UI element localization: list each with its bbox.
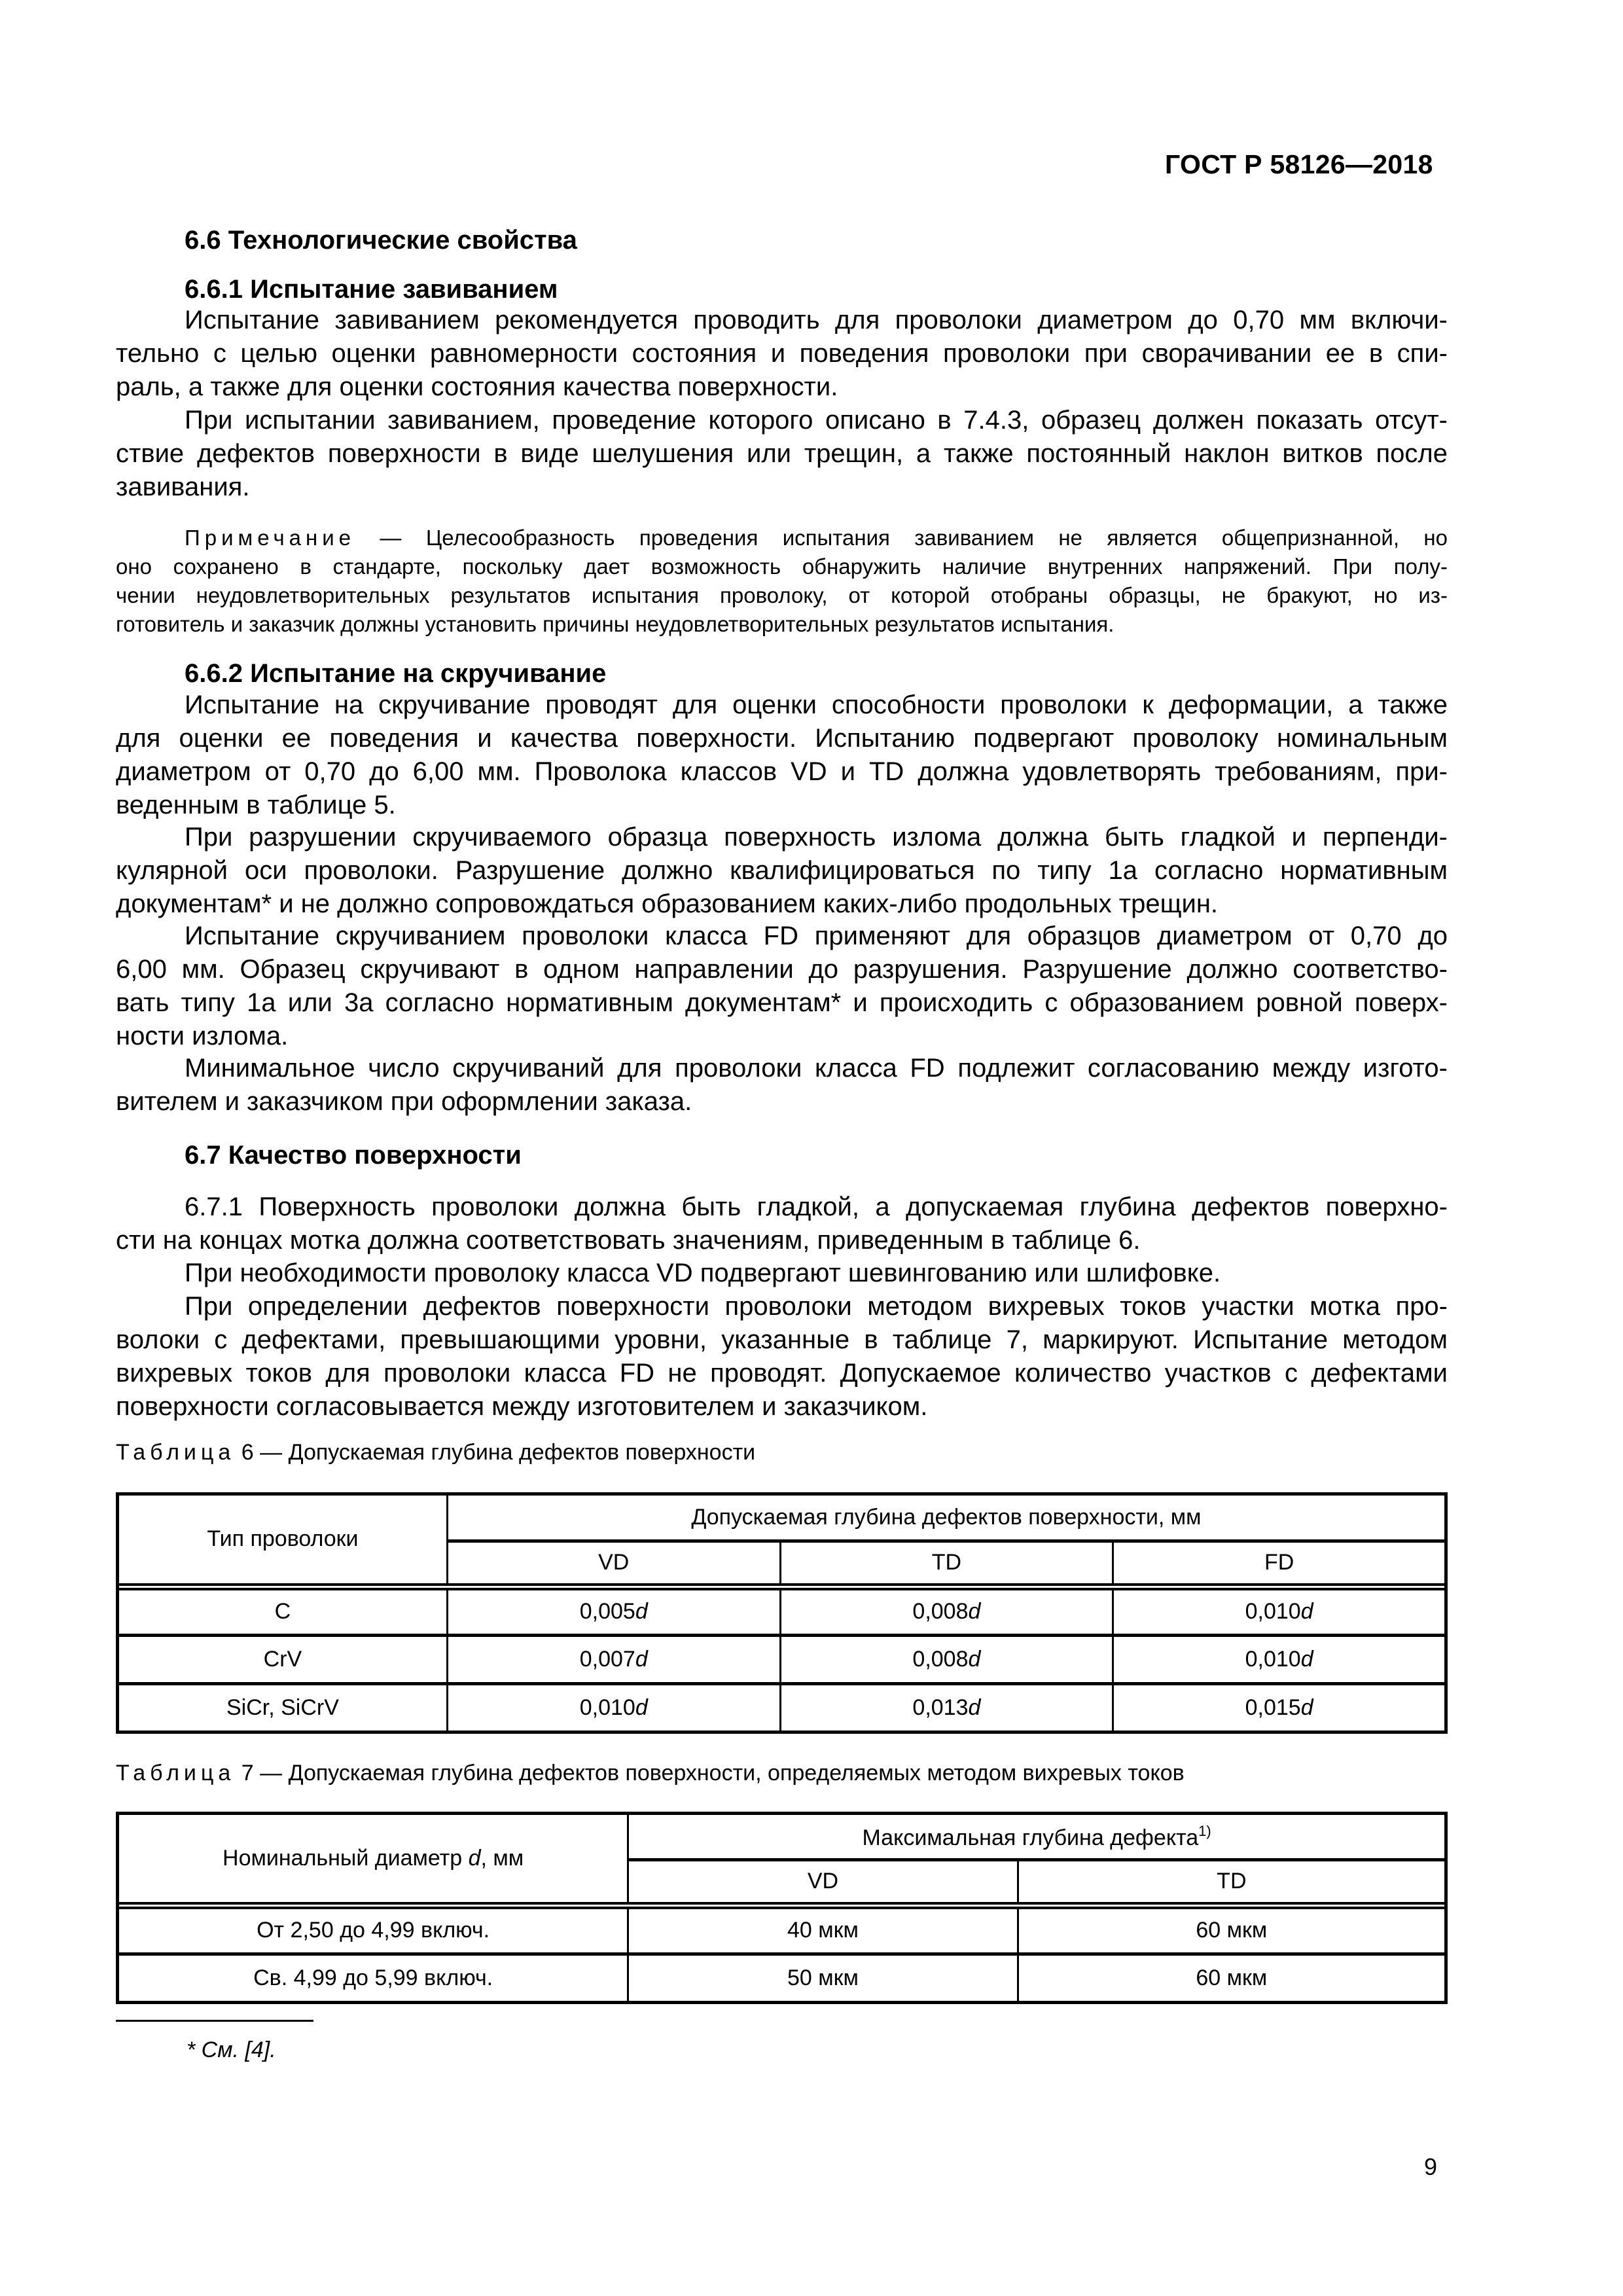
table-row: C 0,005d 0,008d 0,010d xyxy=(118,1589,1446,1636)
text-line: тельно с целью оценки равномерности состояния и поведения проволоки при сворачивании ее в спи- xyxy=(116,339,1448,368)
text-line: При необходимости проволоку класса VD подвергают шевингованию или шлифовке. xyxy=(185,1259,1221,1287)
table-6-header-fd: FD xyxy=(1113,1541,1446,1585)
text-line: для оценки ее поведения и качества поверхности. Испытанию подвергают проволоку номинальным xyxy=(116,724,1448,753)
text-line: вихревых токов для проволоки класса FD не проводят. Допускаемое количество участков с дефектами xyxy=(116,1359,1448,1388)
section-6-6-2-paragraph-1 xyxy=(116,689,1448,822)
text-line: 6,00 мм. Образец скручивают в одном направлении до разрушения. Разрушение должно соответство- xyxy=(116,955,1448,984)
text-line: сти на концах мотка должна соответствовать значениям, приведенным в таблице 6. xyxy=(116,1226,1141,1255)
table-7-header-diameter: Номинальный диаметр d, мм xyxy=(118,1814,628,1903)
table-7-header-td: TD xyxy=(1018,1860,1446,1903)
section-6-7-1-paragraph-1 xyxy=(116,1191,1448,1257)
note-block xyxy=(116,524,1448,639)
table-7-caption: Таблица 7 — Допускаемая глубина дефектов поверхности, определяемых методом вихревых токов xyxy=(116,1761,1185,1785)
section-6-6-2-paragraph-3 xyxy=(116,920,1448,1053)
text-line: Испытание на скручивание проводят для оценки способности проволоки к деформации, а также xyxy=(185,691,1448,719)
text-line: завивания. xyxy=(116,473,250,501)
section-6-6-2-paragraph-2 xyxy=(116,821,1448,921)
text-line: Испытание завиванием рекомендуется проводить для проволоки диаметром до 0,70 мм включи- xyxy=(185,306,1448,334)
text-line: волоки с дефектами, превышающими уровни, указанные в таблице 7, маркируют. Испытание методом xyxy=(116,1325,1448,1354)
text-line: веденным в таблице 5. xyxy=(116,791,396,819)
header-separator xyxy=(118,1585,1446,1589)
text-line: При разрушении скручиваемого образца поверхность излома должна быть гладкой и перпенди- xyxy=(185,823,1448,852)
note-label: Примечание xyxy=(185,526,356,550)
section-6-6-1-title: 6.6.1 Испытание завиванием xyxy=(185,275,558,304)
text-line: поверхности согласовывается между изготовителем и заказчиком. xyxy=(116,1392,928,1421)
section-6-6-1-paragraph-2 xyxy=(116,404,1448,504)
table-7-group-header: Максимальная глубина дефекта$^{1)}$ xyxy=(628,1814,1446,1860)
page-number: 9 xyxy=(1424,2153,1438,2180)
table-7-header-vd: VD xyxy=(628,1860,1018,1903)
table-6-group-header: Допускаемая глубина дефектов поверхности, мм xyxy=(447,1494,1446,1541)
table-row: Св. 4,99 до 5,99 включ. 50 мкм 60 мкм xyxy=(118,1954,1446,2003)
table-6-caption: Таблица 6 — Допускаемая глубина дефектов поверхности xyxy=(116,1440,756,1465)
text-line: раль, а также для оценки состояния качества поверхности. xyxy=(116,372,838,401)
table-7 xyxy=(116,1812,1448,2004)
note-line: оно сохранено в стандарте, поскольку дает возможность обнаружить наличие внутренних напряжений. При полу- xyxy=(116,554,1448,579)
section-6-7-title: 6.7 Качество поверхности xyxy=(185,1141,522,1170)
section-6-6-title: 6.6 Технологические свойства xyxy=(185,226,577,255)
note-line: Примечание — Целесообразность проведения испытания завиванием не является общепризнанной, но xyxy=(185,526,1448,550)
text-line: При испытании завиванием, проведение которого описано в 7.4.3, образец должен показать отсут- xyxy=(185,406,1448,435)
text-line: диаметром от 0,70 до 6,00 мм. Проволока классов VD и TD должна удовлетворять требованиям, при- xyxy=(116,757,1448,786)
text-line: вителем и заказчиком при оформлении заказа. xyxy=(116,1087,692,1116)
section-6-6-2-paragraph-4 xyxy=(116,1052,1448,1119)
table-6-header-wire-type: Тип проволоки xyxy=(118,1494,448,1585)
table-6 xyxy=(116,1492,1448,1734)
text-line: документам* и не должно сопровождаться образованием каких-либо продольных трещин. xyxy=(116,889,1219,918)
footnote: * См. [4]. xyxy=(187,2037,276,2062)
table-6-header-vd: VD xyxy=(447,1541,780,1585)
document-header-id: ГОСТ Р 58126—2018 xyxy=(1165,149,1433,179)
section-6-6-1-paragraph-1 xyxy=(116,304,1448,404)
text-line: Минимальное число скручиваний для проволоки класса FD подлежит согласованию между изгото- xyxy=(185,1054,1448,1083)
footnote-divider xyxy=(116,2020,313,2022)
note-line: готовитель и заказчик должны установить причины неудовлетворительных результатов испытания. xyxy=(116,612,1115,636)
text-line: ности излома. xyxy=(116,1022,289,1050)
table-row: От 2,50 до 4,99 включ. 40 мкм 60 мкм xyxy=(118,1908,1446,1954)
section-6-7-1-paragraph-2 xyxy=(116,1257,1448,1290)
text-line: Испытание скручиванием проволоки класса FD применяют для образцов диаметром от 0,70 до xyxy=(185,922,1448,950)
text-line: вать типу 1а или 3а согласно нормативным документам* и происходить с образованием ровной поверх- xyxy=(116,988,1448,1017)
table-row: CrV 0,007d 0,008d 0,010d xyxy=(118,1636,1446,1684)
text-line: кулярной оси проволоки. Разрушение должно квалифицироваться по типу 1а согласно нормативным xyxy=(116,856,1448,885)
table-6-header-td: TD xyxy=(780,1541,1113,1585)
text-line: 6.7.1 Поверхность проволоки должна быть гладкой, а допускаемая глубина дефектов поверхно- xyxy=(185,1193,1448,1221)
section-6-6-2-title: 6.6.2 Испытание на скручивание xyxy=(185,659,607,688)
note-line: чении неудовлетворительных результатов испытания проволоку, от которой отобраны образцы, не бракуют, но из- xyxy=(116,583,1448,607)
header-separator xyxy=(118,1903,1446,1908)
text-line: ствие дефектов поверхности в виде шелушения или трещин, а также постоянный наклон витков после xyxy=(116,439,1448,468)
table-row: SiCr, SiCrV 0,010d 0,013d 0,015d xyxy=(118,1684,1446,1732)
section-6-7-1-paragraph-3 xyxy=(116,1290,1448,1424)
text-line: При определении дефектов поверхности проволоки методом вихревых токов участки мотка про- xyxy=(185,1292,1448,1321)
